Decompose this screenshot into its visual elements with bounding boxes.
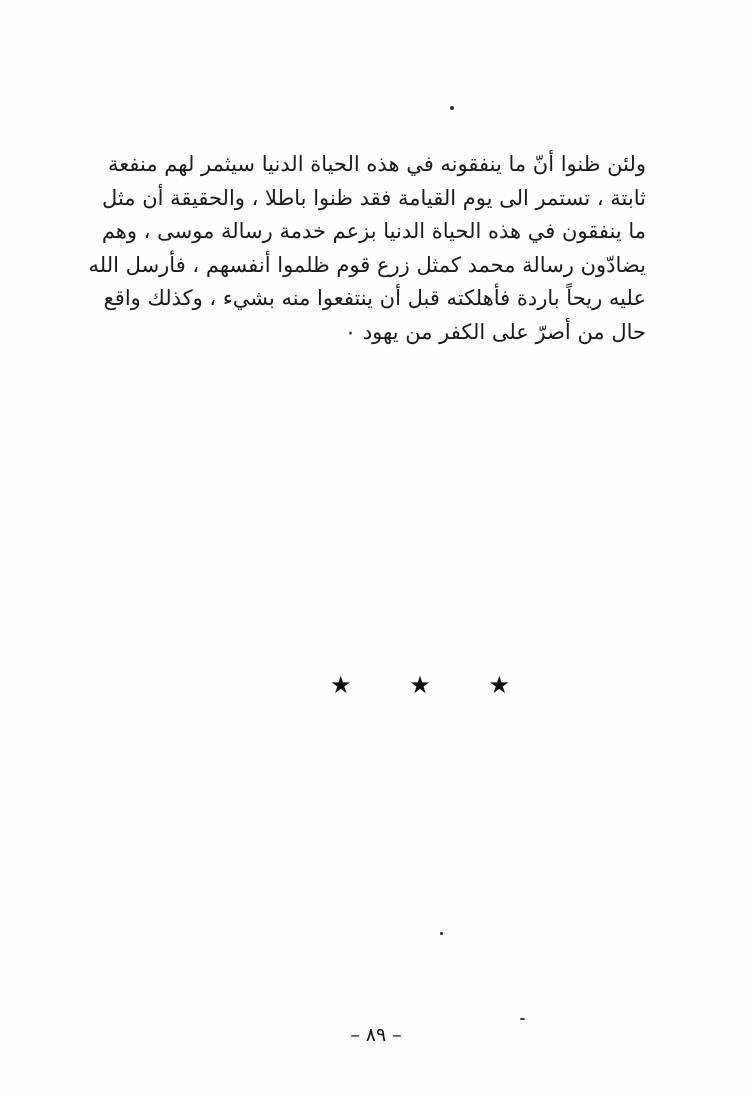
page-speck	[450, 106, 454, 110]
star-icon: ★	[488, 671, 510, 699]
star-icon: ★	[409, 671, 431, 699]
paragraph-line: ما ينفقون في هذه الحياة الدنيا بزعم خدمة رسالة موسى ، وهم	[101, 219, 646, 243]
paragraph-line: عليه ريحاً باردة فأهلكته قبل أن ينتفعوا منه بشيء ، وكذلك واقع	[103, 286, 646, 310]
body-paragraph	[88, 148, 646, 349]
page-number: – ٨٩ –	[350, 1024, 402, 1046]
star-icon: ★	[330, 671, 352, 699]
paragraph-line: يضادّون رسالة محمد كمثل زرع قوم ظلموا أنفسهم ، فأرسل الله	[88, 252, 646, 277]
section-separator	[330, 668, 510, 702]
paragraph-line: ولئن ظنوا أنّ ما ينفقونه في هذه الحياة الدنيا سيثمر لهم منفعة	[108, 152, 646, 176]
paragraph-line: ثابتة ، تستمر الى يوم القيامة فقد ظنوا باطلا ، والحقيقة أن مثل	[102, 185, 646, 210]
page-speck	[520, 1018, 525, 1020]
paragraph-line: حال من أصرّ على الكفر من يهود ٠	[344, 319, 646, 344]
page-speck	[440, 932, 443, 935]
